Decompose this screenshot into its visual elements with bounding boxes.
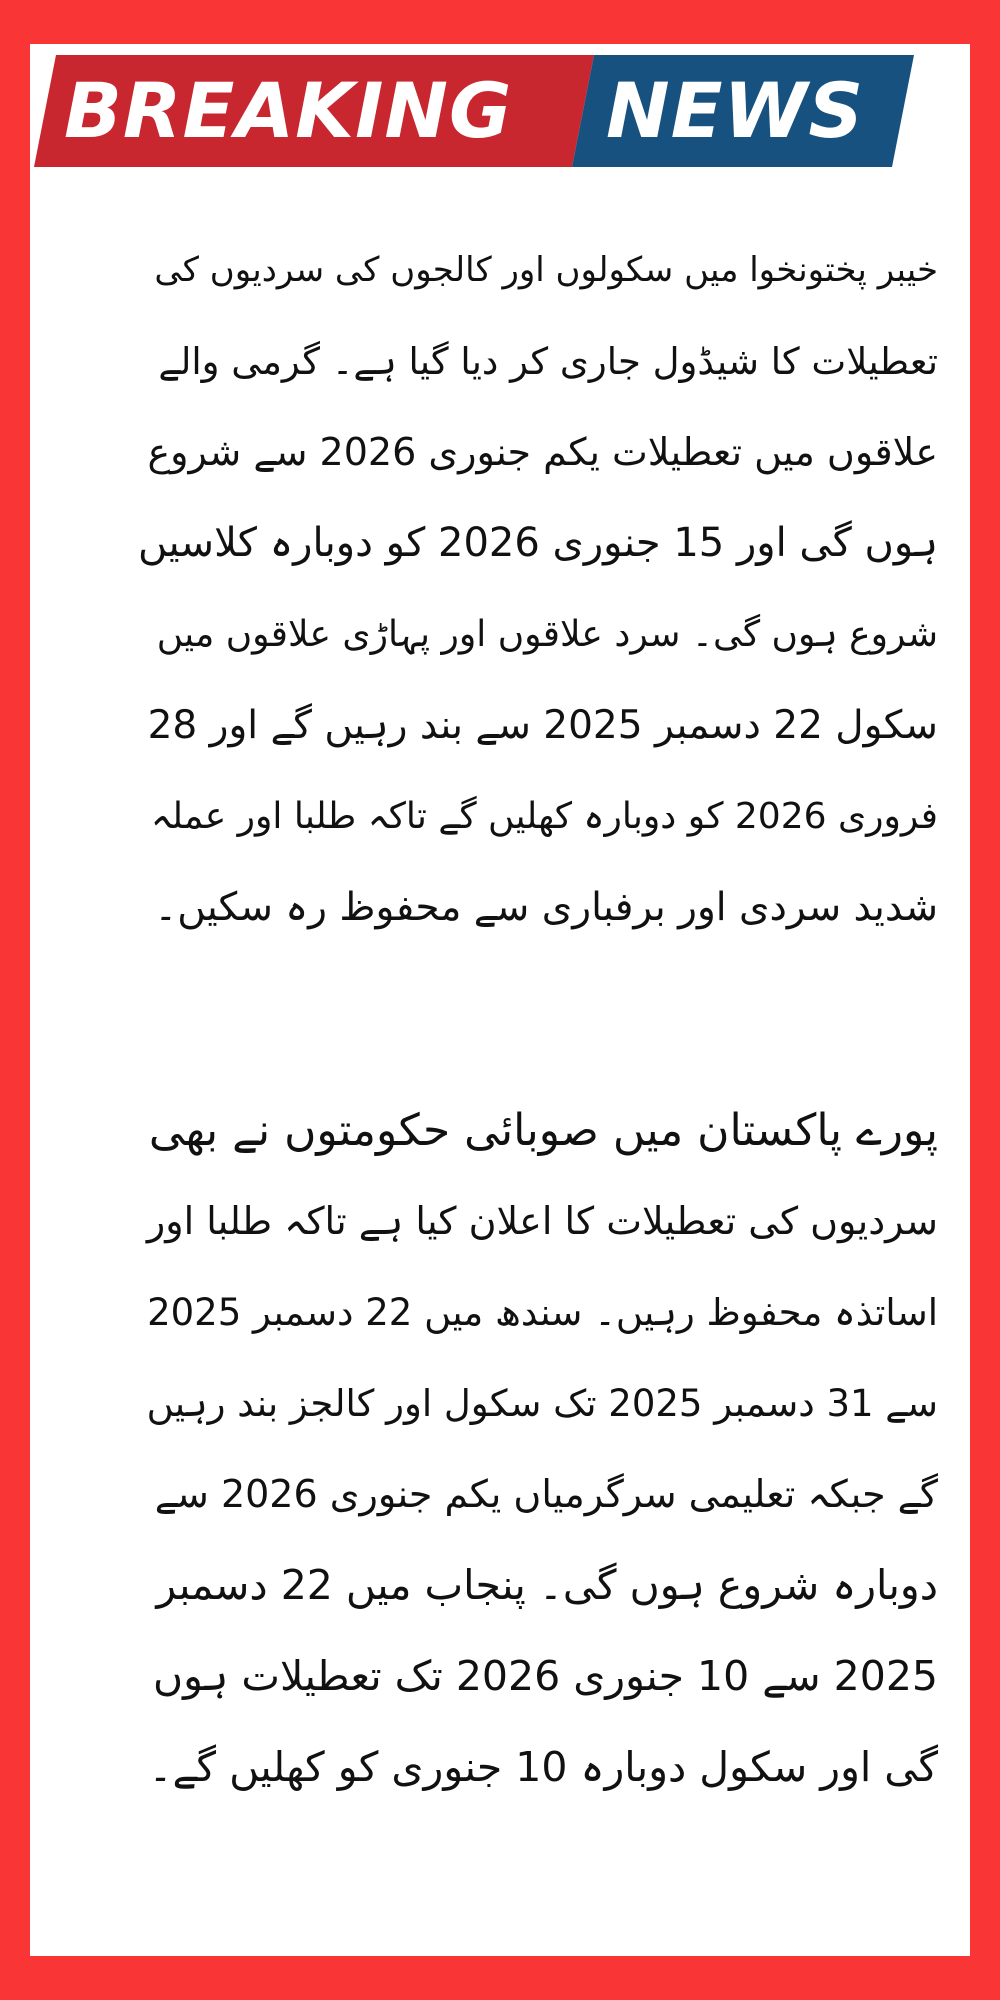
paragraph-line: پورے پاکستان میں صوبائی حکومتوں نے بھی <box>148 1105 938 1156</box>
paragraph-line: علاقوں میں تعطیلات یکم جنوری 2026 سے شروع <box>147 430 938 474</box>
paragraph-line: خیبر پختونخوا میں سکولوں اور کالجوں کی سردیوں کی <box>154 250 938 290</box>
banner-news-text: NEWS <box>606 66 865 155</box>
paragraph-line: اساتذہ محفوظ رہیں۔ سندھ میں 22 دسمبر 2025 <box>147 1291 938 1334</box>
paragraph-line: سردیوں کی تعطیلات کا اعلان کیا ہے تاکہ طلبا اور <box>146 1199 938 1243</box>
banner-breaking-text: BREAKING <box>64 66 513 155</box>
paragraph-line: شدید سردی اور برفباری سے محفوظ رہ سکیں۔ <box>154 885 938 930</box>
news-paragraph-kpk <box>138 225 938 953</box>
paragraph-line: فروری 2026 کو دوبارہ کھلیں گے تاکہ طلبا اور عملہ <box>150 796 938 837</box>
paragraph-line: شروع ہوں گی۔ سرد علاقوں اور پہاڑی علاقوں میں <box>156 614 938 655</box>
breaking-news-banner <box>34 55 914 167</box>
paragraph-line: دوبارہ شروع ہوں گی۔ پنجاب میں 22 دسمبر <box>156 1561 938 1609</box>
paragraph-line: تعطیلات کا شیڈول جاری کر دیا گیا ہے۔ گرمی والے <box>158 340 938 383</box>
paragraph-line: ہوں گی اور 15 جنوری 2026 کو دوبارہ کلاسیں <box>138 520 938 566</box>
news-paragraph-pakistan <box>138 1085 938 1813</box>
paragraph-line: سکول 22 دسمبر 2025 سے بند رہیں گے اور 28 <box>147 703 938 748</box>
paragraph-line: گے جبکہ تعلیمی سرگرمیاں یکم جنوری 2026 سے <box>154 1472 938 1516</box>
paragraph-line: گی اور سکول دوبارہ 10 جنوری کو کھلیں گے۔ <box>148 1743 938 1791</box>
paragraph-line: سے 31 دسمبر 2025 تک سکول اور کالجز بند رہیں <box>146 1382 938 1425</box>
paragraph-line: 2025 سے 10 جنوری 2026 تک تعطیلات ہوں <box>153 1652 938 1700</box>
